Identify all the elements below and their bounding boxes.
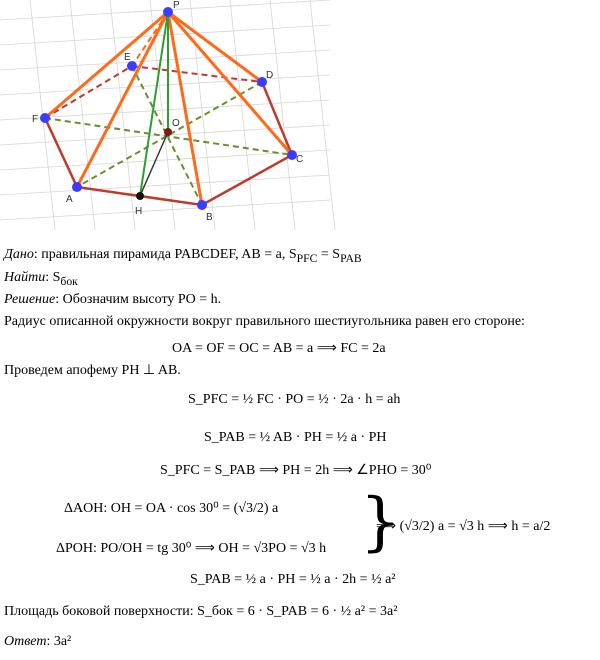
equation-4: S_PFC = S_PAB ⟹ PH = 2h ⟹ ∠PHO = 30⁰ [160, 463, 432, 478]
vertex-p [163, 7, 173, 17]
equation-1: OA = OF = OC = AB = a ⟹ FC = 2a [172, 341, 386, 356]
answer-line [4, 634, 71, 650]
equation-6: ΔPOH: PO/OH = tg 30⁰ ⟹ OH = √3PO = √3 h [56, 541, 327, 556]
label-o: O [172, 118, 180, 129]
label-d: D [266, 70, 274, 81]
pyramid-figure [0, 0, 600, 230]
given-label: Дано [4, 247, 34, 262]
given-line [4, 247, 362, 265]
point-h [136, 192, 144, 200]
apothem-text: Проведем апофему PH ⊥ AB. [4, 363, 181, 378]
find-line [4, 270, 78, 288]
solution-text: : Обозначим высоту PO = h. [55, 292, 222, 307]
equation-7: ⟹ (√3/2) a = √3 h ⟹ h = a/2 [376, 519, 551, 534]
given-sub2: PAB [340, 251, 362, 265]
point-o [164, 128, 172, 136]
label-f: F [32, 114, 39, 125]
given-sub1: PFC [296, 251, 318, 265]
label-a: A [66, 194, 73, 205]
vertex-b [197, 200, 207, 210]
find-sub: бок [60, 274, 78, 288]
equation-8: S_PAB = ½ a · PH = ½ a · 2h = ½ a² [190, 572, 396, 587]
vertex-a [72, 182, 82, 192]
equation-3: S_PAB = ½ AB · PH = ½ a · PH [204, 430, 387, 445]
solution-line [4, 292, 221, 308]
label-c: C [296, 154, 304, 165]
vertex-f [40, 113, 50, 123]
lateral-area-text: Площадь боковой поверхности: S_бок = 6 · S_PAB = 6 · ½ a² = 3a² [4, 604, 398, 619]
label-p: P [173, 0, 180, 11]
answer-label: Ответ [4, 634, 47, 649]
radius-text: Радиус описанной окружности вокруг правильного шестиугольника равен его стороне: [4, 314, 525, 329]
find-label: Найти [4, 270, 46, 285]
label-b: B [206, 212, 213, 223]
equation-5: ΔAOH: OH = OA · cos 30⁰ = (√3/2) a [64, 501, 279, 516]
equation-2: S_PFC = ½ FC · PO = ½ · 2a · h = ah [188, 392, 401, 407]
solution-label: Решение [4, 292, 56, 307]
brace-symbol: } [360, 485, 401, 559]
given-eq: = S [317, 247, 341, 262]
label-h: H [135, 206, 143, 217]
answer-text: : 3a² [46, 634, 72, 649]
label-e: E [124, 52, 131, 63]
given-text: : правильная пирамида PABCDEF, AB = a, S [33, 247, 297, 262]
find-text: : S [45, 270, 61, 285]
